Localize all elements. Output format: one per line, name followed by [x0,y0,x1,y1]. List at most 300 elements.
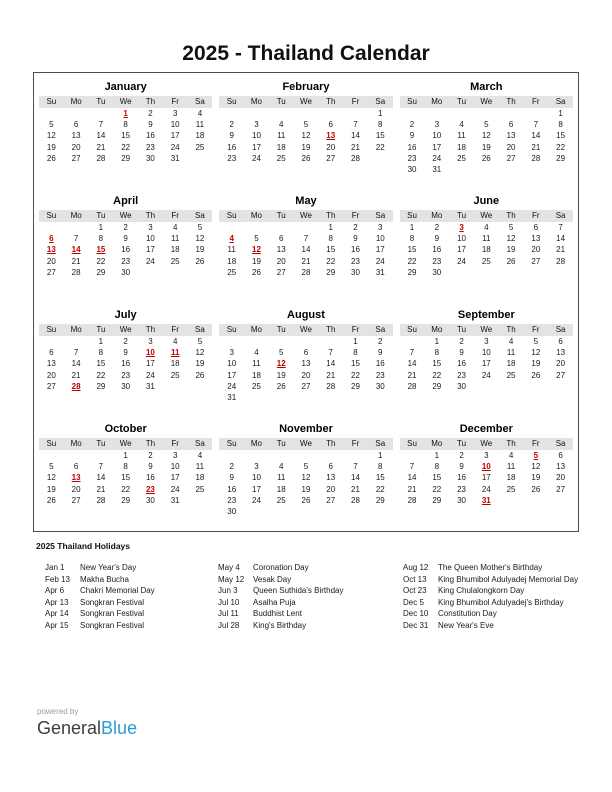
holiday-name: King Chulalongkorn Day [438,586,525,595]
date-cell: 2 [409,120,415,130]
holiday-name: Vesak Day [253,574,292,584]
empty-date-cell [188,381,213,392]
date-cell: 30 [121,267,131,277]
day-header-cell: Tu [89,96,114,108]
date-cell: 1 [123,451,128,460]
month-day-grid [400,324,573,392]
date-cell: 9 [434,234,440,244]
date-cell: 1 [434,337,440,346]
date-cell: 18 [481,245,491,255]
date-cell: 12 [506,234,516,244]
date-cell: 29 [121,495,131,505]
date-cell: 1 [328,223,333,232]
date-cell: 5 [279,348,284,358]
day-header-cell: Su [39,96,64,108]
day-header-cell: Su [39,324,64,336]
date-cell: 7 [98,120,104,130]
day-header-cell: We [474,438,499,450]
date-cell: 30 [375,381,385,391]
empty-date-cell [318,450,343,461]
holiday-name: Songkran Festival [80,597,145,607]
day-header-cell: Tu [449,96,474,108]
empty-date-cell [89,450,114,461]
date-cell: 23 [457,484,466,494]
date-cell: 8 [328,234,333,244]
holiday-name: King Bhumibol Adulyadej Memorial Day [438,574,579,584]
date-cell: 26 [46,153,56,163]
month-title: June [473,195,500,207]
date-cell: 9 [123,234,128,244]
month-title: August [287,309,325,321]
day-header-cell: Tu [89,324,114,336]
empty-date-cell [39,450,64,461]
date-cell [64,244,89,255]
date-cell: 16 [432,245,442,255]
date-cell: 2 [148,451,153,460]
holiday-row [45,574,218,586]
date-cell: 13 [556,462,566,472]
day-header-cell: Mo [424,438,449,450]
date-cell: 18 [227,256,237,266]
holidays-title: 2025 Thailand Holidays [36,541,131,551]
holiday-date-label: Jul 10 [218,597,240,607]
date-cell: 31 [375,267,385,277]
empty-date-cell [400,336,425,347]
date-cell: 25 [170,256,180,266]
date-cell: 15 [556,131,566,141]
date-cell: 29 [351,381,360,391]
date-cell: 26 [506,256,516,266]
day-header-cell: Fr [343,96,368,108]
date-cell: 2 [353,223,358,232]
holiday-date-label: Apr 14 [45,609,69,618]
date-cell: 1 [98,337,104,346]
date-cell: 16 [407,142,417,152]
date-cell: 19 [531,473,541,483]
date-cell: 14 [96,131,106,141]
month-title: July [114,309,137,321]
day-header-cell: We [113,438,138,450]
date-cell: 27 [326,495,336,505]
holiday-row [403,620,579,632]
date-cell: 21 [407,370,417,380]
holiday-row [45,597,218,609]
day-header-cell: Tu [89,210,114,222]
date-cell: 24 [170,142,180,152]
date-cell: 26 [252,267,261,277]
empty-date-cell [474,108,499,119]
empty-date-cell [269,108,294,119]
date-cell: 19 [46,142,56,152]
day-header-cell: We [113,96,138,108]
date-cell: 4 [459,120,464,130]
date-cell: 28 [96,495,106,505]
date-cell: 23 [407,153,417,163]
day-header-cell: Tu [449,324,474,336]
date-cell: 17 [145,359,155,369]
holiday-name: The Queen Mother's Birthday [438,563,543,572]
date-cell: 14 [326,359,336,369]
date-cell: 25 [506,370,516,380]
date-cell: 27 [556,370,566,380]
day-header-cell: Sa [548,438,573,450]
date-cell: 28 [407,495,417,505]
date-cell: 5 [197,337,203,346]
empty-date-cell [269,450,294,461]
date-cell: 3 [148,337,153,346]
date-cell: 11 [171,234,180,244]
day-header-cell: Th [138,438,163,450]
day-header-cell: Su [219,438,244,450]
date-cell: 18 [276,484,286,494]
date-cell: 11 [252,359,261,369]
day-header-cell: Mo [64,324,89,336]
day-header-cell: Fr [343,438,368,450]
date-cell: 14 [556,234,566,244]
month-day-grid [219,438,392,517]
holiday-name: New Year's Eve [438,620,494,630]
date-cell: 22 [96,256,106,266]
holiday-row [403,608,579,620]
day-header-cell: Su [219,324,244,336]
date-cell: 17 [170,131,180,141]
day-header-cell: We [294,324,319,336]
date-cell: 21 [71,256,81,266]
date-cell: 8 [409,234,415,244]
empty-date-cell [244,108,269,119]
empty-date-cell [64,336,89,347]
empty-date-cell [368,392,393,403]
date-cell: 22 [121,484,131,494]
date-cell: 21 [407,484,417,494]
date-cell: 19 [195,245,205,255]
date-cell: 13 [556,348,566,358]
date-cell: 27 [531,256,541,266]
holiday-row [403,562,579,574]
date-cell: 14 [531,131,541,141]
date-cell [269,358,294,369]
date-cell: 10 [170,462,180,472]
month-title: February [282,81,330,93]
empty-date-cell [424,108,449,119]
date-cell: 8 [123,120,128,130]
date-cell: 25 [195,142,205,152]
date-cell: 10 [432,131,442,141]
date-cell [64,381,89,392]
date-cell: 11 [277,473,286,483]
date-cell: 30 [145,495,155,505]
date-cell [318,130,343,141]
date-cell: 20 [531,245,541,255]
empty-date-cell [548,164,573,175]
date-cell: 2 [123,337,128,346]
date-cell: 20 [326,142,336,152]
date-cell: 9 [148,462,153,472]
date-cell: 14 [351,131,360,141]
date-cell [89,244,114,255]
date-cell: 14 [71,359,81,369]
date-cell: 9 [459,462,464,472]
date-cell: 16 [375,359,385,369]
date-cell: 29 [96,381,106,391]
day-header-cell: Sa [548,96,573,108]
date-cell: 8 [434,462,440,472]
day-header-cell: Sa [188,210,213,222]
empty-date-cell [294,222,319,233]
date-cell: 15 [351,359,360,369]
empty-date-cell [499,164,524,175]
holiday-date-label: May 12 [218,574,245,584]
date-cell: 24 [252,495,261,505]
date-cell: 23 [432,256,442,266]
date-cell: 9 [123,348,128,358]
empty-date-cell [400,450,425,461]
date-cell: 11 [457,131,466,141]
date-cell: 23 [121,256,131,266]
date-cell: 27 [556,484,566,494]
empty-date-cell [368,506,393,517]
date-cell: 8 [378,462,383,472]
holiday-row [218,620,403,632]
date-cell: 15 [407,245,417,255]
holiday-name: Chakri Memorial Day [80,586,155,595]
date-cell: 28 [351,153,360,163]
holiday-date: 12 [252,245,261,255]
date-cell: 29 [432,381,442,391]
date-cell: 8 [353,348,358,358]
month-title: December [459,423,513,435]
date-cell: 22 [351,370,360,380]
holiday-name: New Year's Day [80,563,137,572]
date-cell: 12 [531,462,541,472]
date-cell: 28 [96,153,106,163]
date-cell [449,222,474,233]
date-cell: 31 [145,381,155,391]
day-header-cell: Sa [188,324,213,336]
date-cell: 21 [556,245,566,255]
month-title: January [104,81,147,93]
date-cell: 31 [227,392,237,402]
date-cell: 19 [195,359,205,369]
date-cell: 6 [558,451,563,460]
date-cell: 25 [276,153,286,163]
month-title: October [104,423,147,435]
date-cell: 26 [481,153,491,163]
date-cell: 21 [71,370,81,380]
date-cell: 16 [145,473,155,483]
month-february [219,81,392,195]
date-cell: 29 [556,153,566,163]
date-cell: 1 [98,223,104,232]
date-cell: 3 [434,120,440,130]
empty-date-cell [294,336,319,347]
date-cell: 11 [195,120,205,130]
date-cell: 6 [328,120,333,130]
date-cell: 7 [533,120,539,130]
empty-date-cell [219,336,244,347]
month-title: November [279,423,333,435]
date-cell: 30 [351,267,360,277]
day-header-cell: Th [138,324,163,336]
empty-date-cell [499,495,524,506]
holiday-date-label: Apr 13 [45,597,69,607]
date-cell: 5 [508,223,514,232]
date-cell: 23 [227,495,237,505]
day-header-cell: Sa [188,96,213,108]
date-cell: 3 [254,462,259,472]
date-cell: 5 [484,120,489,130]
date-cell: 2 [378,337,383,346]
date-cell: 18 [457,142,466,152]
date-cell [39,244,64,255]
date-cell: 5 [49,120,54,130]
date-cell: 25 [506,484,516,494]
empty-date-cell [548,267,573,278]
date-cell: 5 [533,337,539,346]
date-cell: 14 [407,473,417,483]
date-cell: 20 [46,256,56,266]
date-cell: 10 [227,359,237,369]
date-cell: 22 [432,370,442,380]
date-cell: 15 [375,131,385,141]
date-cell: 1 [558,109,563,118]
date-cell: 25 [481,256,491,266]
day-header-cell: Fr [523,96,548,108]
date-cell: 3 [254,120,259,130]
empty-date-cell [244,506,269,517]
empty-date-cell [138,267,163,278]
day-header-cell: Mo [64,210,89,222]
date-cell: 17 [481,473,491,483]
date-cell: 9 [409,131,415,141]
date-cell: 31 [170,495,180,505]
date-cell: 8 [378,120,383,130]
holiday-row [45,608,218,620]
date-cell: 7 [98,462,104,472]
day-header-cell: Fr [163,324,188,336]
date-cell: 6 [533,223,539,232]
holiday-column [36,562,218,631]
date-cell: 9 [229,131,234,141]
month-day-grid [219,96,392,164]
day-header-cell: Mo [424,324,449,336]
date-cell: 22 [96,370,106,380]
date-cell: 30 [457,495,466,505]
date-cell: 4 [484,223,489,232]
empty-date-cell [39,108,64,119]
empty-date-cell [244,450,269,461]
date-cell: 21 [96,142,106,152]
day-header-cell: Su [400,324,425,336]
date-cell: 21 [301,256,311,266]
holidays-section [36,541,579,631]
empty-date-cell [294,450,319,461]
brand-general-text: General [37,718,102,738]
holiday-date: 23 [145,484,155,494]
date-cell: 6 [73,462,79,472]
day-header-cell: Sa [368,324,393,336]
empty-date-cell [163,381,188,392]
empty-date-cell [89,108,114,119]
date-cell: 1 [353,337,358,346]
holiday-row [45,585,218,597]
date-cell: 20 [276,256,286,266]
day-header-cell: Sa [548,324,573,336]
date-cell: 21 [351,142,360,152]
date-cell: 7 [303,234,309,244]
date-cell: 13 [276,245,286,255]
date-cell: 1 [434,451,440,460]
date-cell: 31 [170,153,180,163]
footer [37,707,137,739]
day-header-cell: Fr [163,96,188,108]
holiday-date: 10 [145,348,155,358]
date-cell: 22 [407,256,417,266]
date-cell: 11 [227,245,236,255]
date-cell: 23 [351,256,360,266]
date-cell: 30 [227,506,237,516]
day-header-cell: Su [219,210,244,222]
date-cell: 7 [558,223,563,232]
empty-date-cell [449,108,474,119]
empty-date-cell [294,108,319,119]
date-cell: 3 [229,348,234,358]
date-cell: 18 [195,473,205,483]
date-cell: 29 [96,267,106,277]
empty-date-cell [343,506,368,517]
holiday-date: 6 [49,234,54,244]
date-cell: 21 [96,484,106,494]
date-cell: 6 [73,120,79,130]
empty-date-cell [269,506,294,517]
holiday-date-label: Dec 5 [403,597,424,607]
month-title: May [295,195,317,207]
day-header-cell: Sa [368,210,393,222]
date-cell: 4 [172,337,178,346]
holiday-date: 4 [229,234,234,244]
date-cell: 15 [432,473,442,483]
date-cell: 9 [353,234,358,244]
day-header-cell: Sa [368,438,393,450]
empty-date-cell [318,108,343,119]
date-cell: 23 [457,370,466,380]
holiday-date: 14 [71,245,81,255]
date-cell: 16 [457,473,466,483]
date-cell: 7 [409,462,415,472]
date-cell: 22 [432,484,442,494]
month-title: March [470,81,503,93]
day-header-cell: Mo [424,210,449,222]
day-header-cell: Th [318,324,343,336]
date-cell [474,461,499,472]
empty-date-cell [244,222,269,233]
month-april [39,195,212,309]
date-cell: 15 [121,473,131,483]
page-title: 2025 - Thailand Calendar [182,42,430,65]
date-cell: 4 [197,451,203,460]
holiday-date: 5 [533,451,539,460]
date-cell: 24 [457,256,466,266]
holiday-name: Makha Bucha [80,574,129,584]
holiday-name: King Bhumibol Adulyadej's Birthday [438,597,564,607]
holiday-date-label: Jan 1 [45,563,65,572]
date-cell: 4 [254,348,259,358]
date-cell: 28 [71,267,81,277]
month-title: September [457,309,515,321]
day-header-cell: Tu [449,438,474,450]
date-cell: 22 [375,484,385,494]
date-cell: 3 [148,223,153,232]
